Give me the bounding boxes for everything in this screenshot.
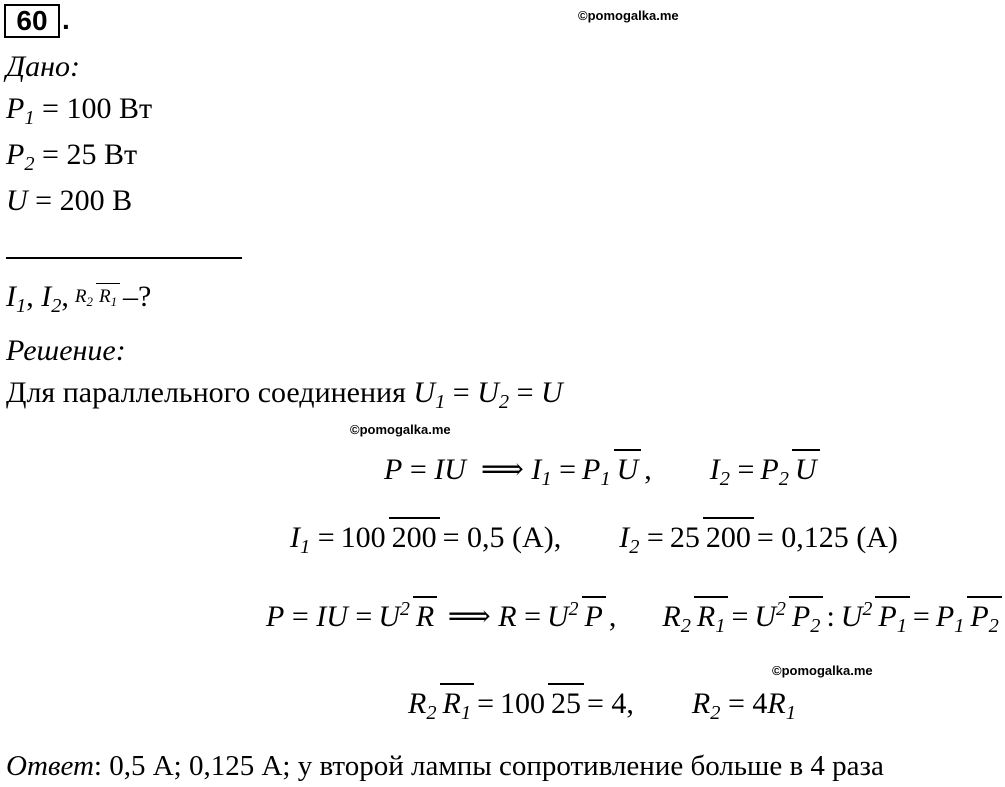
problem-number-dot: . <box>62 4 70 35</box>
given-divider <box>6 257 242 259</box>
watermark-top: ©pomogalka.me <box>578 8 679 23</box>
given-heading: Дано: <box>6 50 80 83</box>
i2-numerator: 25 <box>669 521 700 555</box>
find-suffix: –? <box>123 280 152 313</box>
solution-heading: Решение: <box>6 334 126 367</box>
equation-current-formula: P = IU ⟹ I1 = P1 U , I2 = P2 U <box>384 440 823 500</box>
given-u-value: 200 В <box>59 184 133 217</box>
equation-resistance-ratio: R2 R1 = 100 25 = 4, R2 = 4 R1 <box>402 668 796 740</box>
ratio-denominator: 25 <box>548 683 584 720</box>
given-p1: P1 = 100 Вт <box>6 92 153 129</box>
answer-label: Ответ <box>6 750 94 782</box>
given-p1-value: 100 Вт <box>66 92 153 125</box>
equation-resistance: P = IU = $U^2$ R ⟹ R = $U^2$ P , R2 R1 = $U^2$ P2 : $U^2$ P1 = P1 P2 <box>266 580 1005 654</box>
find-line: I1 , I2 , R2 R1 –? <box>6 280 152 317</box>
solution-intro: Для параллельного соединения U1 = U2 = U <box>6 376 563 413</box>
i2-result: 0,125 (А) <box>781 521 898 554</box>
watermark-middle: ©pomogalka.me <box>350 422 451 437</box>
solution-intro-text: Для параллельного соединения <box>6 376 406 409</box>
answer-line <box>6 752 884 781</box>
given-p2: P2 = 25 Вт <box>6 138 138 175</box>
ratio-numerator: 100 <box>499 687 545 721</box>
find-ratio-fraction: R2 R1 <box>72 287 120 307</box>
given-u: U = 200 В <box>6 184 133 217</box>
watermark-lower: ©pomogalka.me <box>772 663 873 678</box>
r2-coefficient: 4 <box>752 687 768 720</box>
i1-denominator: 200 <box>389 517 440 554</box>
given-p2-value: 25 Вт <box>66 138 138 171</box>
i2-denominator: 200 <box>703 517 754 554</box>
i1-result: 0,5 (А), <box>467 521 562 554</box>
problem-number: 60 <box>4 4 60 38</box>
equation-current-values: I1 = 100 200 = 0,5 (А), I2 = 25 200 = 0,125 (А) <box>290 506 898 570</box>
ratio-result: 4, <box>611 687 634 720</box>
answer-text: : 0,5 А; 0,125 А; у второй лампы сопротивление больше в 4 раза <box>93 750 884 782</box>
i1-numerator: 100 <box>340 521 386 555</box>
